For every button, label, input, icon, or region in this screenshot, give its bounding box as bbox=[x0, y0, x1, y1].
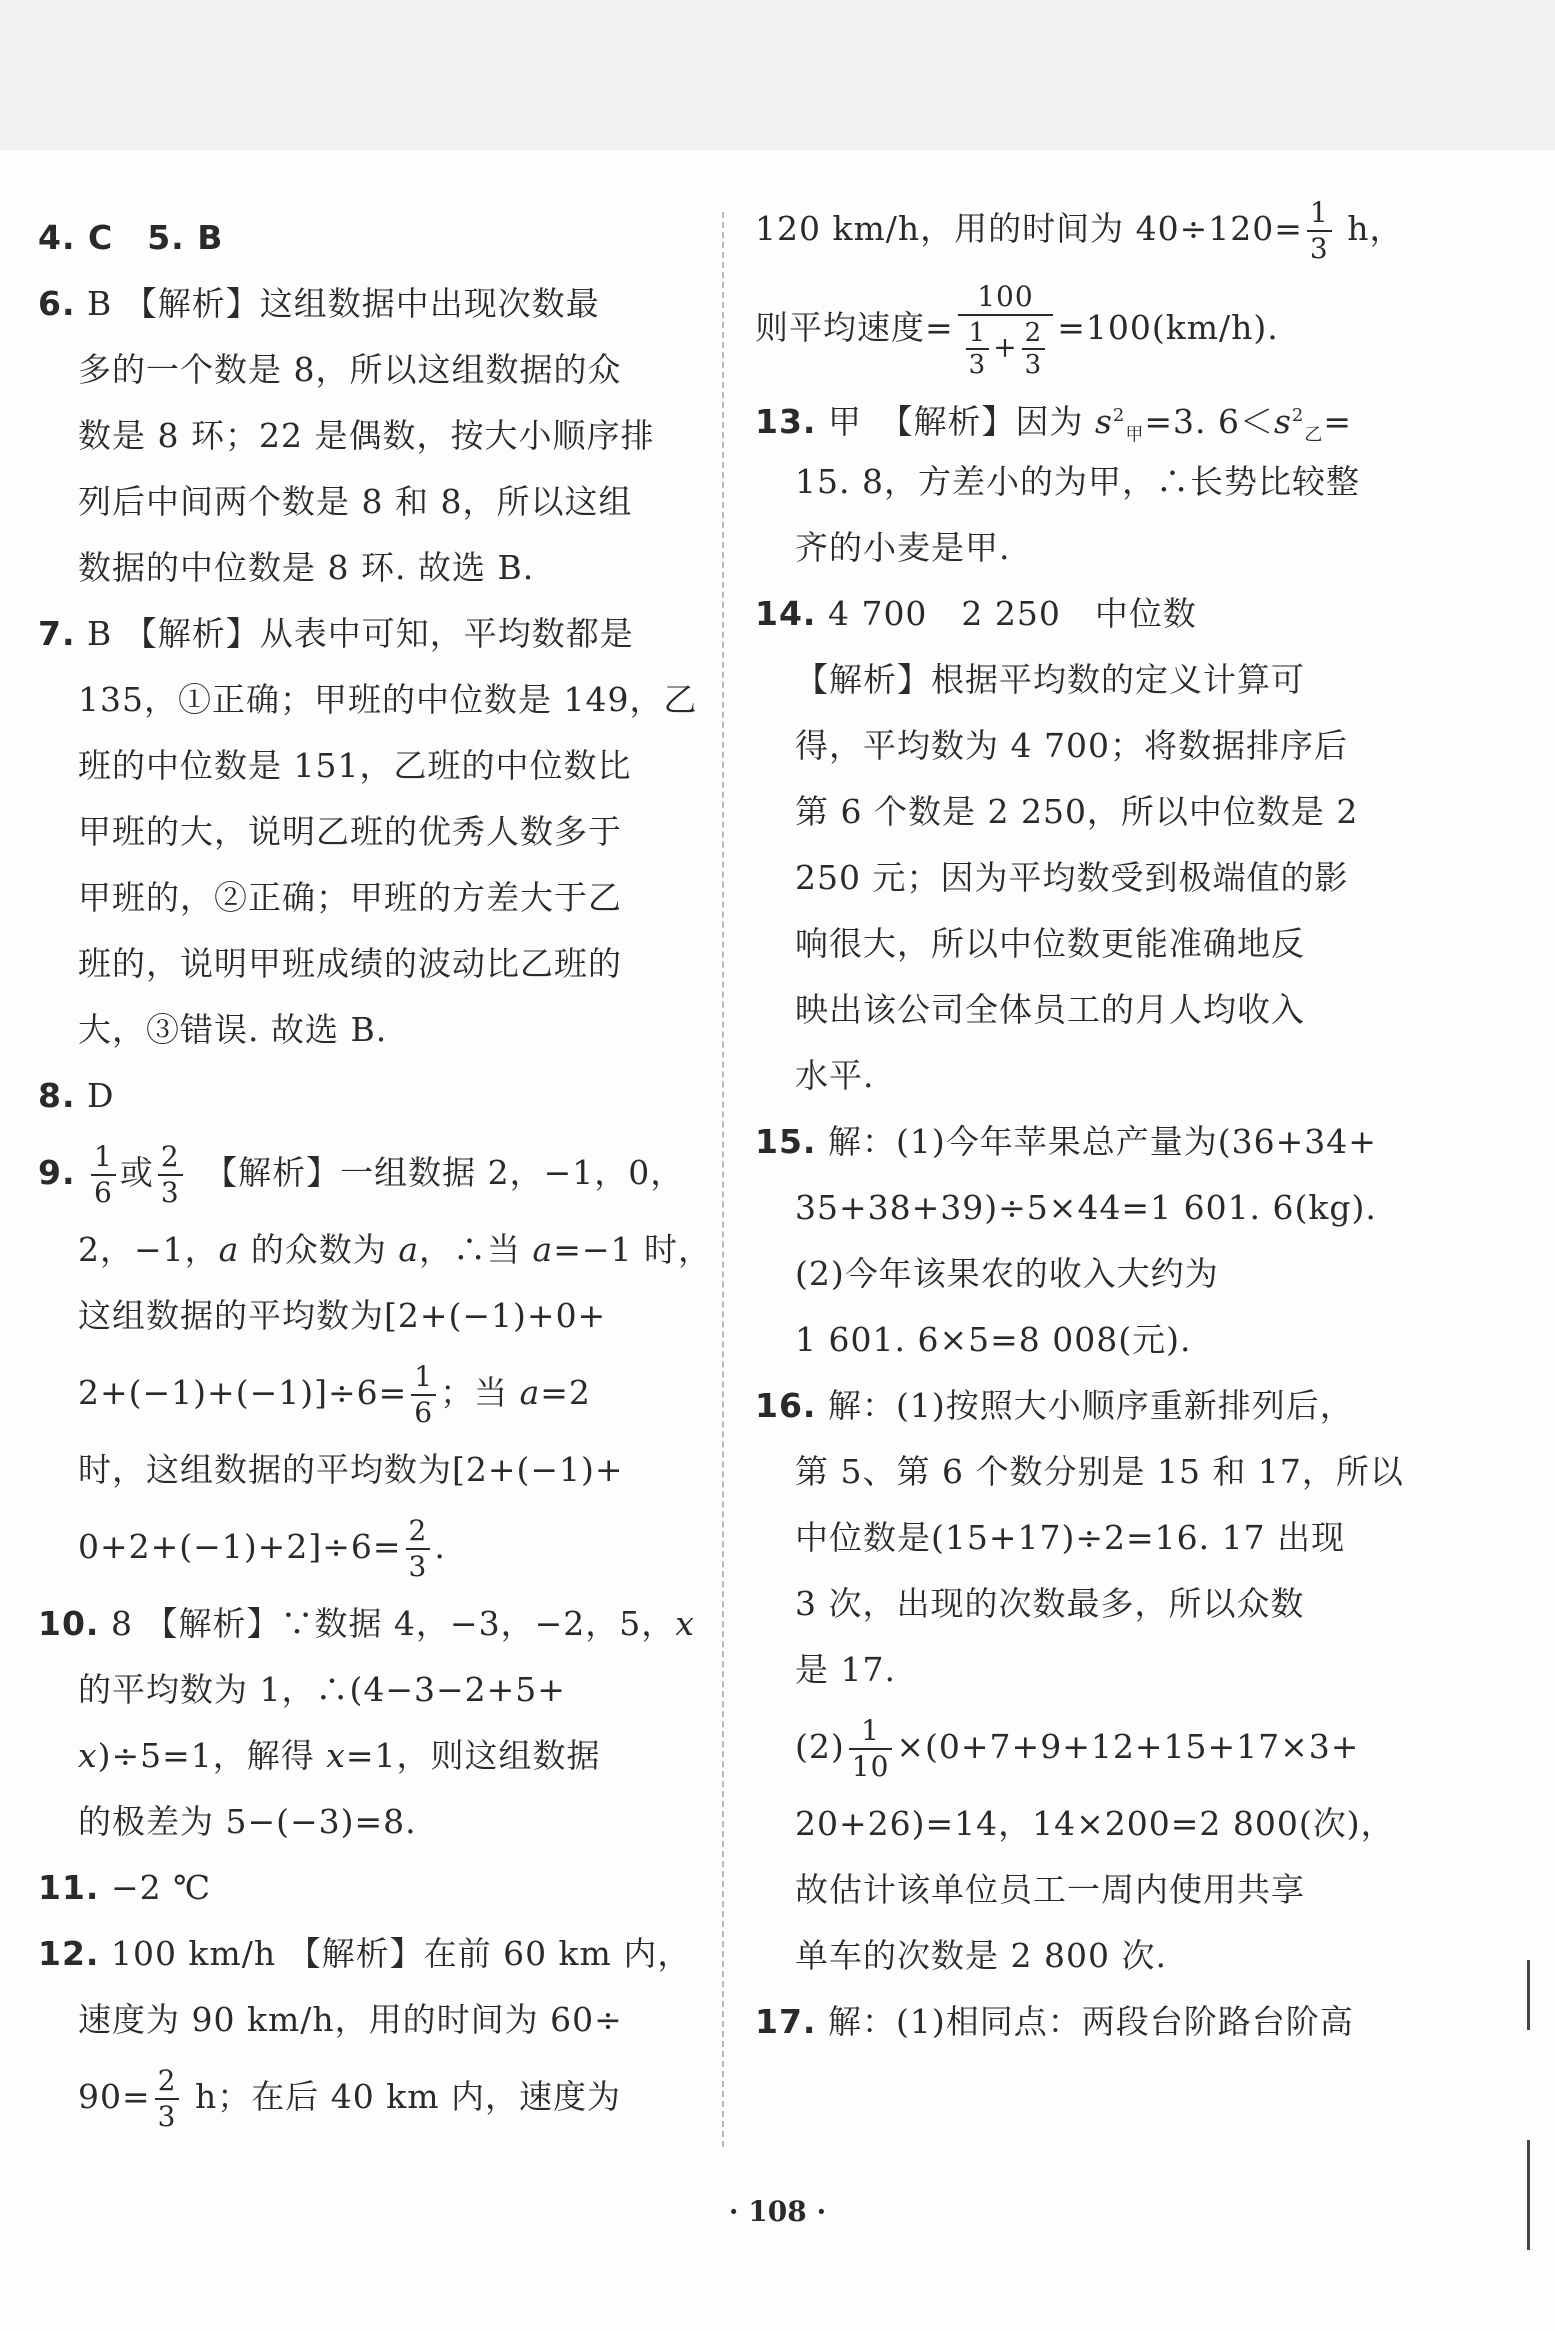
answer-4-5: 4. C 5. B bbox=[38, 218, 224, 257]
answer-13-line-2: 15. 8，方差小的为甲，∴长势比较整 bbox=[795, 462, 1360, 501]
right-column bbox=[755, 196, 1405, 2055]
answer-6-line-1: 6. B 【解析】这组数据中出现次数最 bbox=[38, 284, 600, 323]
answer-14-line-6: 响很大，所以中位数更能准确地反 bbox=[795, 924, 1305, 963]
answer-10-line-3: x)÷5=1，解得 x=1，则这组数据 bbox=[78, 1736, 601, 1775]
answer-12-line-5: 则平均速度= 100 $\frac{1}{3}$ + $\frac{2}{3}$ =100(km/h). bbox=[755, 280, 1279, 380]
answer-9-line-6: 0+2+(−1)+2]÷6= $\frac{2}{3}$ . bbox=[78, 1514, 446, 1583]
answer-9-line-3: 这组数据的平均数为[2+(−1)+0+ bbox=[78, 1296, 607, 1335]
fraction-average-speed: 100 $\frac{1}{3}$ + $\frac{2}{3}$ bbox=[958, 280, 1054, 380]
fraction-one-tenth: $\frac{1}{10}$ bbox=[849, 1714, 893, 1784]
answer-15-line-4: 1 601. 6×5=8 008(元). bbox=[795, 1320, 1192, 1359]
answer-14-line-1: 14. 4 700 2 250 中位数 bbox=[755, 594, 1197, 633]
answer-6-line-3: 数是 8 环；22 是偶数，按大小顺序排 bbox=[78, 416, 655, 455]
answer-14-line-5: 250 元；因为平均数受到极端值的影 bbox=[795, 858, 1349, 897]
answer-7-line-5: 甲班的，②正确；甲班的方差大于乙 bbox=[78, 878, 622, 917]
answer-10-line-1: 10. 8 【解析】∵数据 4，−3，−2，5，x bbox=[38, 1604, 695, 1643]
answer-9-line-4: 2+(−1)+(−1)]÷6= $\frac{1}{6}$ ；当 a=2 bbox=[78, 1360, 591, 1429]
fraction-one-sixth: $\frac{1}{6}$ bbox=[411, 1360, 436, 1430]
answer-16-line-2: 第 5、第 6 个数分别是 15 和 17，所以 bbox=[795, 1452, 1404, 1491]
answer-14-line-7: 映出该公司全体员工的月人均收入 bbox=[795, 990, 1305, 1029]
answer-16-line-5: 是 17. bbox=[795, 1650, 896, 1689]
answer-16-line-8: 故估计该单位员工一周内使用共享 bbox=[795, 1870, 1305, 1909]
answer-7-line-7: 大，③错误. 故选 B. bbox=[78, 1010, 388, 1049]
fraction-two-thirds: $\frac{2}{3}$ bbox=[406, 1514, 431, 1584]
fraction-one-third: $\frac{1}{3}$ bbox=[966, 318, 990, 380]
fraction-one-sixth: $\frac{1}{6}$ bbox=[91, 1140, 116, 1210]
answer-12-line-1: 12. 100 km/h 【解析】在前 60 km 内， bbox=[38, 1934, 692, 1973]
answer-13-line-1: 13. 甲 【解析】因为 $s^2_甲=3$. $6<s^2_乙=$ bbox=[755, 402, 1353, 446]
page-number: · 108 · bbox=[728, 2195, 827, 2228]
answer-16-line-6: (2) $\frac{1}{10}$ ×(0+7+9+12+15+17×3+ bbox=[795, 1714, 1360, 1783]
left-column bbox=[38, 205, 712, 2141]
answer-16-line-9: 单车的次数是 2 800 次. bbox=[795, 1936, 1167, 1975]
answer-7-line-1: 7. B 【解析】从表中可知，平均数都是 bbox=[38, 614, 634, 653]
answer-12-line-3: 90= $\frac{2}{3}$ h；在后 40 km 内，速度为 bbox=[78, 2064, 621, 2133]
answer-6-line-2: 多的一个数是 8，所以这组数据的众 bbox=[78, 350, 622, 389]
answer-14-line-4: 第 6 个数是 2 250，所以中位数是 2 bbox=[795, 792, 1359, 831]
answer-15-line-2: 35+38+39)÷5×44=1 601. 6(kg). bbox=[795, 1188, 1377, 1227]
answer-12-line-2: 速度为 90 km/h，用的时间为 60÷ bbox=[78, 2000, 623, 2039]
fraction-one-third: $\frac{1}{3}$ bbox=[1307, 196, 1332, 266]
answer-10-line-2: 的平均数为 1，∴(4−3−2+5+ bbox=[78, 1670, 566, 1709]
answer-12-line-4: 120 km/h，用的时间为 40÷120= $\frac{1}{3}$ h， bbox=[755, 196, 1404, 265]
answer-9-line-5: 时，这组数据的平均数为[2+(−1)+ bbox=[78, 1450, 624, 1489]
answer-16-line-4: 3 次，出现的次数最多，所以众数 bbox=[795, 1584, 1305, 1623]
answer-14-line-2: 【解析】根据平均数的定义计算可 bbox=[795, 660, 1305, 699]
answer-13-line-3: 齐的小麦是甲. bbox=[795, 528, 1011, 567]
answer-15-line-3: (2)今年该果农的收入大约为 bbox=[795, 1254, 1219, 1293]
column-divider bbox=[722, 212, 724, 2147]
fraction-two-thirds: $\frac{2}{3}$ bbox=[158, 1140, 183, 1210]
answer-16-line-3: 中位数是(15+17)÷2=16. 17 出现 bbox=[795, 1518, 1346, 1557]
answer-6-line-4: 列后中间两个数是 8 和 8，所以这组 bbox=[78, 482, 633, 521]
answer-9-line-2: 2，−1，a 的众数为 a，∴当 a=−1 时， bbox=[78, 1230, 712, 1269]
scan-edge-mark bbox=[1527, 2140, 1530, 2250]
answer-6-line-5: 数据的中位数是 8 环. 故选 B. bbox=[78, 548, 535, 587]
answer-7-line-3: 班的中位数是 151，乙班的中位数比 bbox=[78, 746, 632, 785]
answer-16-line-1: 16. 解：(1)按照大小顺序重新排列后， bbox=[755, 1386, 1354, 1425]
answer-14-line-3: 得，平均数为 4 700；将数据排序后 bbox=[795, 726, 1348, 765]
answer-7-line-4: 甲班的大，说明乙班的优秀人数多于 bbox=[78, 812, 622, 851]
answer-9-line-1: 9. $\frac{1}{6}$ 或 $\frac{2}{3}$ 【解析】一组数据 2，−1，0， bbox=[38, 1140, 685, 1209]
answer-7-line-2: 135，①正确；甲班的中位数是 149，乙 bbox=[78, 680, 698, 719]
fraction-two-thirds: $\frac{2}{3}$ bbox=[155, 2064, 180, 2134]
answer-8: 8. D bbox=[38, 1076, 115, 1115]
answer-7-line-6: 班的，说明甲班成绩的波动比乙班的 bbox=[78, 944, 622, 983]
fraction-two-thirds: $\frac{2}{3}$ bbox=[1022, 318, 1046, 380]
scan-edge-mark bbox=[1527, 1960, 1530, 2030]
answer-11: 11. −2 ℃ bbox=[38, 1868, 212, 1907]
answer-15-line-1: 15. 解：(1)今年苹果总产量为(36+34+ bbox=[755, 1122, 1377, 1161]
answer-10-line-4: 的极差为 5−(−3)=8. bbox=[78, 1802, 417, 1841]
answer-17-line-1: 17. 解：(1)相同点：两段台阶路台阶高 bbox=[755, 2002, 1354, 2041]
answer-14-line-8: 水平. bbox=[795, 1056, 875, 1095]
answer-16-line-7: 20+26)=14，14×200=2 800(次)， bbox=[795, 1804, 1395, 1843]
